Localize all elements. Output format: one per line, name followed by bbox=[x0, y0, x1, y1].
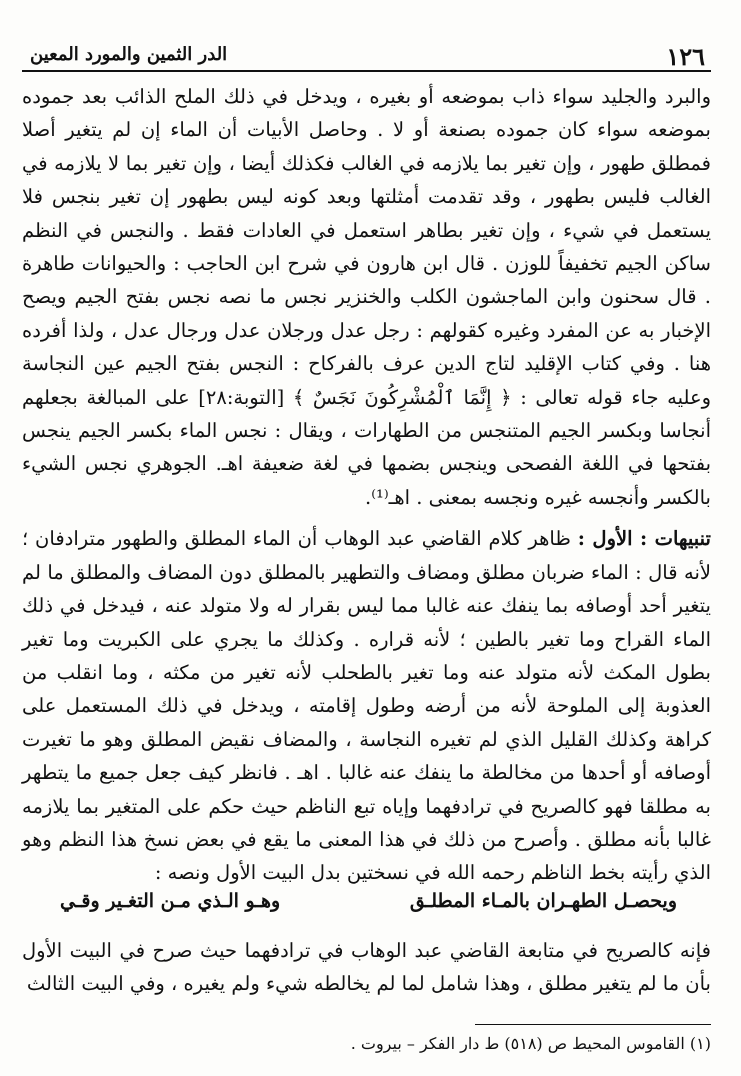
paragraph: والبرد والجليد سواء ذاب بموضعه أو بغيره ، ويدخل في ذلك الملح الذائب بعد جموده بموضعه سواء كان جموده بصنعة أو لا . وحاصل الأبيات أن الماء إن لم يتغير أصلا فمطلق طهور ، وإن تغير بما يلازمه في الغالب فكذلك أيضا ، وإن تغير بما لا يلازمه في الغالب فليس بطهور ، وقد تقدمت أمثلتها وبعد كونه ليس بطهور إن تغير بنجس فلا يستعمل في شيء ، وإن تغير بطاهر استعمل في العادات فقط . والنجس في النظم ساكن الجيم تخفيفاً للوزن . قال ابن هارون في شرح ابن الحاجب : والحيوانات طاهرة . قال سحنون وابن الماجشون الكلب والخنزير نجس ما نصه نجس بفتح الجيم ويصح الإخبار به عن المفرد وغيره كقولهم : رجل عدل ورجلان عدل ورجال عدل ، ولذا أفرده هنا . وفي كتاب الإقليد لتاج الدين عرف بالفركاح : النجس بفتح الجيم عين النجاسة وعليه جاء قوله تعالى : ﴿ إِنَّمَا ٱلْمُشْرِكُونَ نَجَسٌ ﴾ [التوبة:٢٨] على المبالغة بجعلهم أنجاسا وبكسر الجيم المتنجس من الطهارات ، ويقال : نجس الماء بكسر الجيم ينجس بفتحها في اللغة الفصحى وينجس بضمها في لغة ضعيفة اهـ. الجوهري نجس الشيء بالكسر وأنجسه غيره ونجسه بمعنى . اهـ⁽¹⁾. bbox=[22, 85, 711, 509]
paragraph: فإنه كالصريح في متابعة القاضي عبد الوهاب في ترادفهما حيث صرح في البيت الأول بأن ما لم يتغير مطلق ، وهذا شامل لما لم يخالطه شيء ولم يغيره ، وفي البيت الثالث bbox=[22, 939, 711, 996]
footnote-divider bbox=[475, 1024, 711, 1025]
main-text-continued bbox=[22, 934, 711, 1001]
main-text bbox=[22, 80, 711, 890]
page-number: ١٢٦ bbox=[666, 42, 705, 71]
tanbih-heading: تنبيهات : الأول : bbox=[577, 527, 711, 551]
verse-hemistich-first: ويحصـل الطهـران بالمـاء المطلـق bbox=[409, 890, 677, 912]
paragraph bbox=[22, 522, 711, 889]
footnote: (١) القاموس المحيط ص (٥١٨) ط دار الفكر – بيروت . bbox=[350, 1034, 711, 1053]
paragraph-text: ظاهر كلام القاضي عبد الوهاب أن الماء المطلق والطهور مترادفان ؛ لأنه قال : الماء ضربان مطلق ومضاف والتطهير بالمطلق دون المضاف والمطلق ما لم يتغير أحد أوصافه بما ينفك عنه غالبا مما ليس بقرار له ولا متولد عنه ، فيدخل في ذلك الماء القراح وما تغير بالطين ؛ لأنه قراره . وكذلك ما يجري على الكبريت وما تغير بطول المكث لأنه متولد عنه وما تغير بالطحلب لأنه تغير من مكثه ، وما انقلب من العذوبة إلى الملوحة لأنه من أرضه وطول إقامته ، ويدخل في ذلك المستعمل على كراهة وكذلك القليل الذي لم تغيره النجاسة ، والمضاف نقيض المطلق وهو ما تغيرت أوصافه أو أحدها من مخالطة ما ينفك عنه غالبا . اهـ . فانظر كيف جعل جميع ما يتطهر به مطلقا فهو كالصريح في ترادفهما وإياه تبع الناظم حيث حكم على المتغير بما يلازمه غالبا بأنه مطلق . وأصرح من ذلك في هذا المعنى ما يقع في بعض نسخ هذا النظم وهو الذي رأيته بخط الناظم رحمه الله في نسختين بدل البيت الأول ونصه : bbox=[22, 527, 711, 885]
poem-verse bbox=[60, 890, 677, 924]
page-header bbox=[22, 38, 711, 72]
verse-hemistich-second: وهـو الـذي مـن التغـير وقـي bbox=[60, 890, 281, 912]
running-title: الدر الثمين والمورد المعين bbox=[30, 44, 228, 65]
